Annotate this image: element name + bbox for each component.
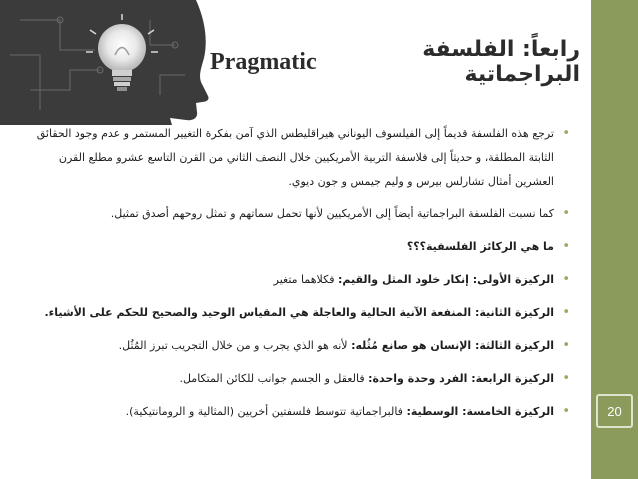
bullet-text: لأنه هو الذي يجرب و من خلال التجريب تبرز المُثُل.	[118, 339, 352, 352]
bullet-lead: الركيزة الرابعة: الفرد وحدة واحدة:	[368, 372, 554, 385]
title-arabic: رابعاً: الفلسفة البراجماتية	[422, 37, 580, 87]
bullet-text: فالبراجماتية تتوسط فلسفتين أخريين (المثالية و الرومانتيكية).	[125, 405, 407, 418]
bullet-lead: الركيزة الأولى: إنكار خلود المثل والقيم:	[337, 273, 554, 286]
bullet-item-pillar-1	[24, 269, 572, 291]
page-number: 20	[596, 394, 633, 428]
bullet-list	[24, 122, 572, 434]
bullet-lead: الركيزة الثانية: المنفعة الآنية الحالية والعاجلة هي المقياس الوحيد والصحيح للحكم على الأشياء.	[44, 306, 554, 319]
bullet-item-pillar-4	[24, 368, 572, 390]
bullet-item-origins	[24, 122, 572, 194]
bullet-lead: ما هي الركائز الفلسفية؟؟؟	[406, 240, 554, 253]
bullet-item-pillar-3	[24, 335, 572, 357]
head-lightbulb-icon	[0, 0, 215, 125]
bullet-item-pillar-2	[24, 302, 572, 324]
bullet-item-pillar-5	[24, 401, 572, 423]
bullet-lead: الركيزة الخامسة: الوسطية:	[406, 405, 554, 418]
bullet-item-question	[24, 236, 572, 258]
bullet-text: كما نسبت الفلسفة البراجماتية أيضاً إلى الأمريكيين لأنها تحمل سماتهم و تمثل روحهم أصدق تمثيل.	[110, 207, 554, 220]
bullet-lead: الركيزة الثالثة: الإنسان هو صانع مُثُله:	[351, 339, 554, 352]
bullet-text: ترجع هذه الفلسفة قديماً إلى الفيلسوف اليوناني هيراقليطس الذي آمن بفكرة التغيير المستمر و عدم وجود الحقائق الثابتة المطلقة، و حديثاً إلى فلاسفة التربية الأمريكيين خلال النصف الثاني من القرن التاسع عشرو مطلع القرن العشرين أمثال تشارلس بيرس و وليم جيمس و جون ديوي.	[36, 127, 554, 188]
bullet-text: فكلاهما متغير	[273, 273, 338, 286]
bullet-text: فالعقل و الجسم جوانب للكائن المتكامل.	[179, 372, 369, 385]
title-english: Pragmatic	[210, 48, 317, 75]
slide-title	[210, 37, 580, 87]
bullet-item-american	[24, 203, 572, 225]
